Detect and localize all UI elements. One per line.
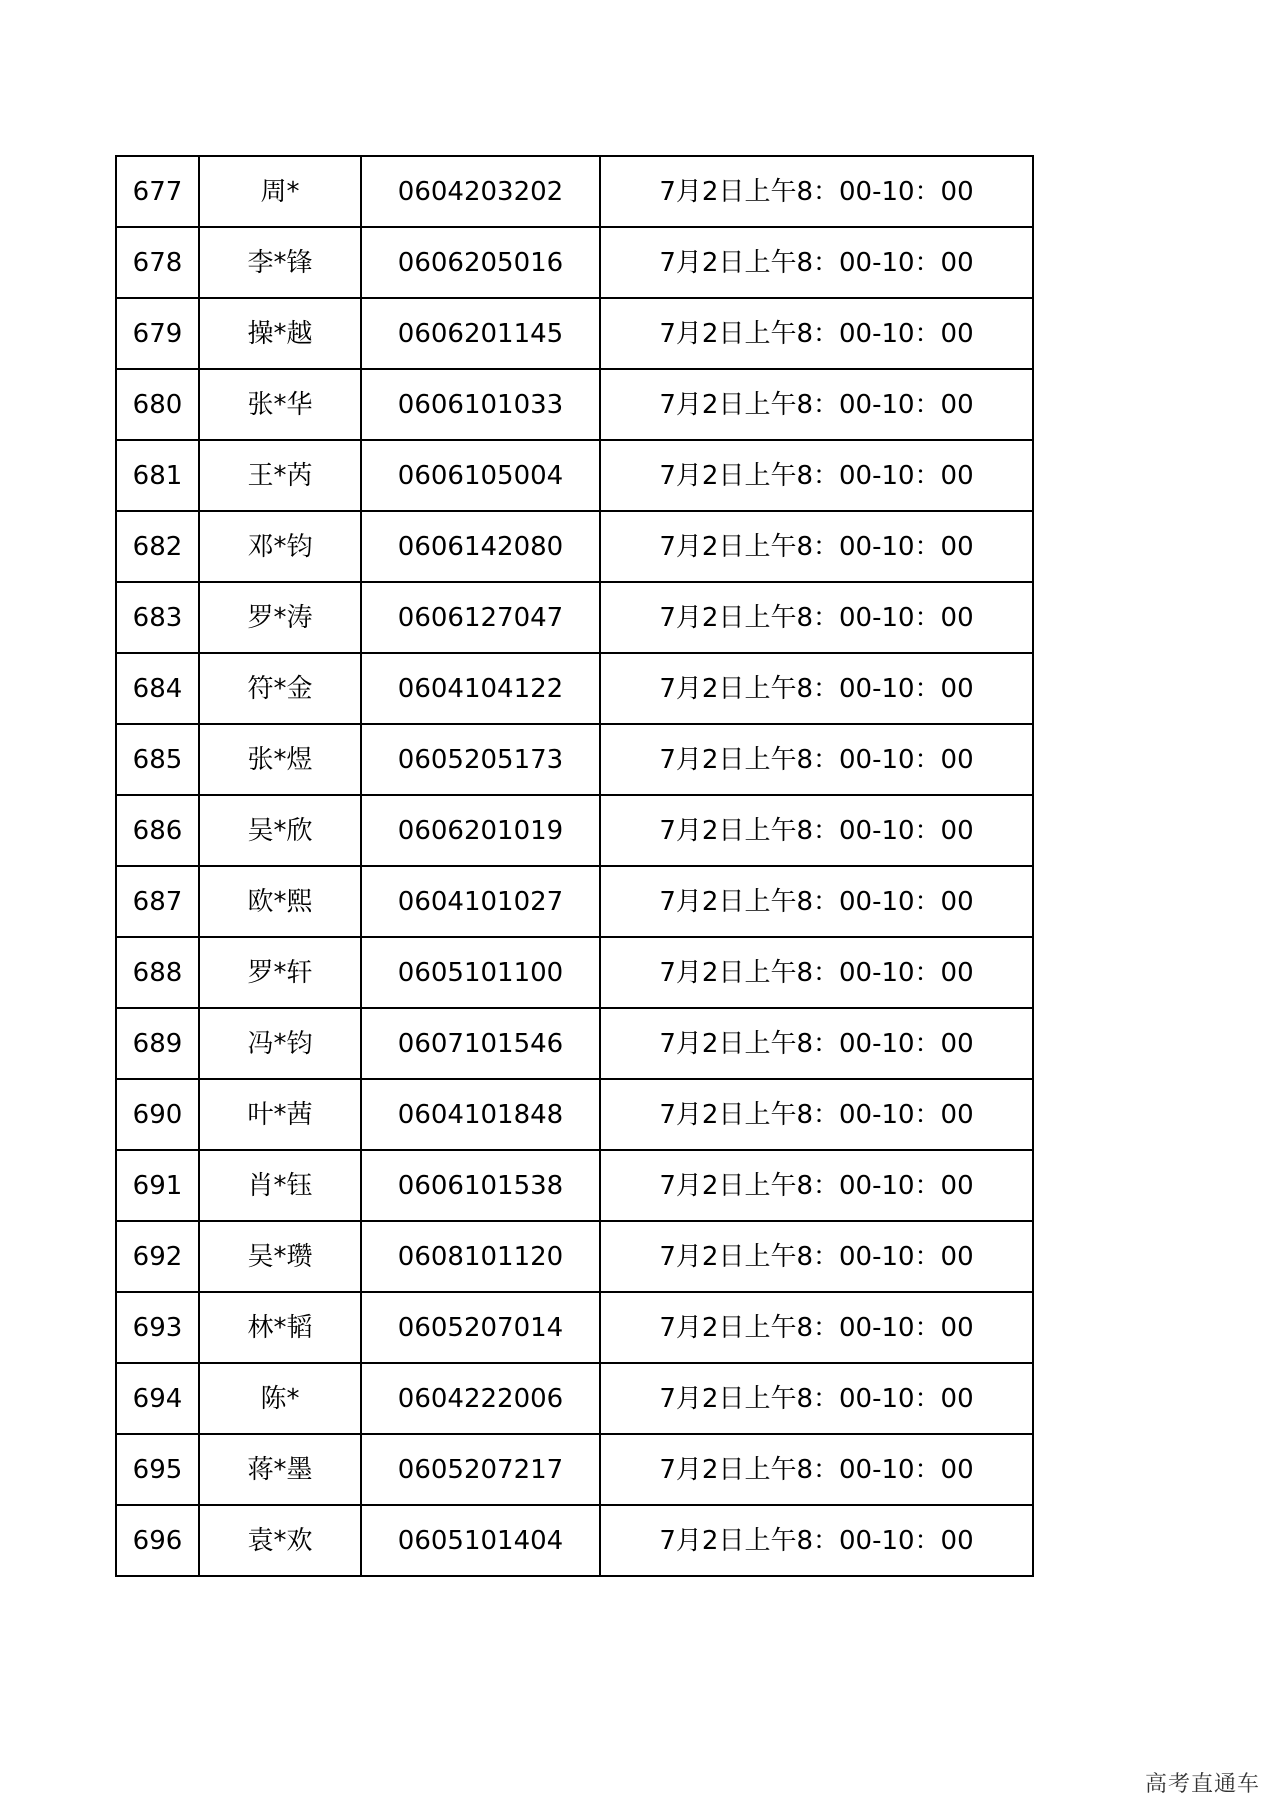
watermark-text: 高考直通车 xyxy=(1144,1772,1260,1797)
table-row xyxy=(116,795,1033,866)
row-seq-cell: 681 xyxy=(116,440,199,511)
table-row xyxy=(116,582,1033,653)
row-seq-cell: 692 xyxy=(116,1221,199,1292)
table-row xyxy=(116,1434,1033,1505)
row-name-cell: 操*越 xyxy=(199,298,361,369)
row-exam-id-cell: 0606205016 xyxy=(361,227,600,298)
row-seq-cell: 688 xyxy=(116,937,199,1008)
row-exam-id-cell: 0608101120 xyxy=(361,1221,600,1292)
row-time-cell: 7月2日上午8：00-10：00 xyxy=(600,1363,1033,1434)
row-exam-id-cell: 0607101546 xyxy=(361,1008,600,1079)
row-seq-cell: 680 xyxy=(116,369,199,440)
row-exam-id-cell: 0604101848 xyxy=(361,1079,600,1150)
row-time-cell: 7月2日上午8：00-10：00 xyxy=(600,440,1033,511)
row-time-cell: 7月2日上午8：00-10：00 xyxy=(600,653,1033,724)
table-row xyxy=(116,156,1033,227)
row-time-cell: 7月2日上午8：00-10：00 xyxy=(600,866,1033,937)
row-time-cell: 7月2日上午8：00-10：00 xyxy=(600,1505,1033,1576)
row-name-cell: 吴*欣 xyxy=(199,795,361,866)
row-name-cell: 李*锋 xyxy=(199,227,361,298)
row-name-cell: 袁*欢 xyxy=(199,1505,361,1576)
row-name-cell: 罗*轩 xyxy=(199,937,361,1008)
row-time-cell: 7月2日上午8：00-10：00 xyxy=(600,156,1033,227)
table-row xyxy=(116,227,1033,298)
row-exam-id-cell: 0605207014 xyxy=(361,1292,600,1363)
exam-roster-table xyxy=(115,155,1034,1577)
row-time-cell: 7月2日上午8：00-10：00 xyxy=(600,1221,1033,1292)
row-time-cell: 7月2日上午8：00-10：00 xyxy=(600,582,1033,653)
table-row xyxy=(116,1221,1033,1292)
row-time-cell: 7月2日上午8：00-10：00 xyxy=(600,227,1033,298)
row-exam-id-cell: 0606127047 xyxy=(361,582,600,653)
row-name-cell: 邓*钧 xyxy=(199,511,361,582)
row-seq-cell: 677 xyxy=(116,156,199,227)
row-exam-id-cell: 0604222006 xyxy=(361,1363,600,1434)
row-seq-cell: 686 xyxy=(116,795,199,866)
row-time-cell: 7月2日上午8：00-10：00 xyxy=(600,1292,1033,1363)
table-row xyxy=(116,369,1033,440)
row-time-cell: 7月2日上午8：00-10：00 xyxy=(600,369,1033,440)
row-exam-id-cell: 0606142080 xyxy=(361,511,600,582)
row-seq-cell: 693 xyxy=(116,1292,199,1363)
row-time-cell: 7月2日上午8：00-10：00 xyxy=(600,1079,1033,1150)
table-row xyxy=(116,298,1033,369)
row-exam-id-cell: 0605207217 xyxy=(361,1434,600,1505)
row-exam-id-cell: 0606201019 xyxy=(361,795,600,866)
table-row xyxy=(116,1363,1033,1434)
row-exam-id-cell: 0604203202 xyxy=(361,156,600,227)
row-seq-cell: 687 xyxy=(116,866,199,937)
row-name-cell: 林*韬 xyxy=(199,1292,361,1363)
row-name-cell: 吴*瓒 xyxy=(199,1221,361,1292)
row-exam-id-cell: 0606201145 xyxy=(361,298,600,369)
row-seq-cell: 696 xyxy=(116,1505,199,1576)
row-name-cell: 周* xyxy=(199,156,361,227)
table-row xyxy=(116,440,1033,511)
table-row xyxy=(116,1505,1033,1576)
row-name-cell: 张*华 xyxy=(199,369,361,440)
row-name-cell: 叶*茜 xyxy=(199,1079,361,1150)
row-name-cell: 蒋*墨 xyxy=(199,1434,361,1505)
row-name-cell: 符*金 xyxy=(199,653,361,724)
row-seq-cell: 691 xyxy=(116,1150,199,1221)
row-exam-id-cell: 0606105004 xyxy=(361,440,600,511)
row-time-cell: 7月2日上午8：00-10：00 xyxy=(600,1008,1033,1079)
row-name-cell: 冯*钧 xyxy=(199,1008,361,1079)
row-time-cell: 7月2日上午8：00-10：00 xyxy=(600,511,1033,582)
roster-body xyxy=(116,156,1033,1576)
row-seq-cell: 690 xyxy=(116,1079,199,1150)
table-row xyxy=(116,1150,1033,1221)
row-exam-id-cell: 0605101404 xyxy=(361,1505,600,1576)
row-seq-cell: 684 xyxy=(116,653,199,724)
table-row xyxy=(116,653,1033,724)
row-name-cell: 肖*钰 xyxy=(199,1150,361,1221)
row-seq-cell: 689 xyxy=(116,1008,199,1079)
row-seq-cell: 682 xyxy=(116,511,199,582)
row-time-cell: 7月2日上午8：00-10：00 xyxy=(600,937,1033,1008)
row-seq-cell: 683 xyxy=(116,582,199,653)
row-seq-cell: 679 xyxy=(116,298,199,369)
row-exam-id-cell: 0605205173 xyxy=(361,724,600,795)
row-name-cell: 欧*熙 xyxy=(199,866,361,937)
table-row xyxy=(116,724,1033,795)
row-exam-id-cell: 0605101100 xyxy=(361,937,600,1008)
row-exam-id-cell: 0606101538 xyxy=(361,1150,600,1221)
row-seq-cell: 694 xyxy=(116,1363,199,1434)
row-name-cell: 陈* xyxy=(199,1363,361,1434)
table-row xyxy=(116,937,1033,1008)
row-name-cell: 王*芮 xyxy=(199,440,361,511)
row-seq-cell: 695 xyxy=(116,1434,199,1505)
row-seq-cell: 685 xyxy=(116,724,199,795)
row-name-cell: 张*煜 xyxy=(199,724,361,795)
row-exam-id-cell: 0604101027 xyxy=(361,866,600,937)
table-row xyxy=(116,1292,1033,1363)
row-time-cell: 7月2日上午8：00-10：00 xyxy=(600,1150,1033,1221)
table-row xyxy=(116,1079,1033,1150)
table-row xyxy=(116,511,1033,582)
table-row xyxy=(116,866,1033,937)
row-time-cell: 7月2日上午8：00-10：00 xyxy=(600,298,1033,369)
row-time-cell: 7月2日上午8：00-10：00 xyxy=(600,1434,1033,1505)
row-name-cell: 罗*涛 xyxy=(199,582,361,653)
row-seq-cell: 678 xyxy=(116,227,199,298)
row-time-cell: 7月2日上午8：00-10：00 xyxy=(600,795,1033,866)
row-exam-id-cell: 0604104122 xyxy=(361,653,600,724)
row-time-cell: 7月2日上午8：00-10：00 xyxy=(600,724,1033,795)
table-row xyxy=(116,1008,1033,1079)
row-exam-id-cell: 0606101033 xyxy=(361,369,600,440)
